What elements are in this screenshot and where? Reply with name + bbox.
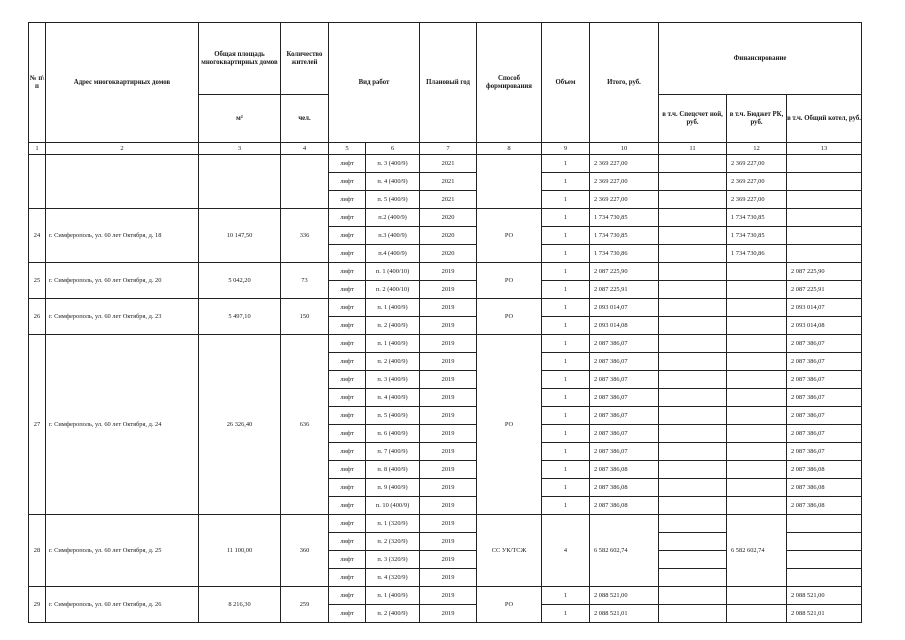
address-cell: г. Симферополь, ул. 60 лет Октября, д. 24 [46, 335, 199, 515]
work-type-cell: лифт [329, 155, 366, 173]
special-account-cell [659, 605, 727, 623]
work-type-cell: лифт [329, 551, 366, 569]
common-fund-cell [787, 191, 862, 209]
work-type-cell: лифт [329, 209, 366, 227]
header-unit-area: м² [199, 95, 281, 143]
plan-year-cell: 2019 [420, 407, 477, 425]
work-type-cell: лифт [329, 353, 366, 371]
formation-method-cell: РО [477, 263, 542, 299]
plan-year-cell: 2019 [420, 335, 477, 353]
header-plan-year: Плановый год [420, 23, 477, 143]
volume-cell: 1 [542, 407, 590, 425]
table-row [29, 209, 862, 227]
total-cell: 2 087 386,07 [590, 443, 659, 461]
special-account-cell [659, 461, 727, 479]
header-fin-special: в т.ч. Спецсчет ной, руб. [659, 95, 727, 143]
residents-cell: 360 [281, 515, 329, 587]
plan-year-cell: 2019 [420, 569, 477, 587]
volume-cell: 1 [542, 299, 590, 317]
total-cell: 1 734 730,85 [590, 209, 659, 227]
total-cell: 2 087 386,08 [590, 461, 659, 479]
column-number-cell: 4 [281, 143, 329, 155]
work-type-cell: лифт [329, 371, 366, 389]
total-cell: 2 087 386,08 [590, 479, 659, 497]
special-account-cell [659, 497, 727, 515]
work-item-cell: п. 3 (320/9) [366, 551, 420, 569]
area-cell: 26 326,40 [199, 335, 281, 515]
formation-method-cell: РО [477, 299, 542, 335]
work-item-cell: п. 2 (400/10) [366, 281, 420, 299]
special-account-cell [659, 389, 727, 407]
total-cell: 6 582 602,74 [590, 515, 659, 587]
work-type-cell: лифт [329, 515, 366, 533]
volume-cell: 1 [542, 443, 590, 461]
volume-cell: 1 [542, 245, 590, 263]
work-item-cell: п. 2 (320/9) [366, 533, 420, 551]
budget-cell [727, 461, 787, 479]
residents-cell: 636 [281, 335, 329, 515]
row-number-cell: 25 [29, 263, 46, 299]
common-fund-cell: 2 087 386,07 [787, 407, 862, 425]
special-account-cell [659, 533, 727, 551]
address-cell: г. Симферополь, ул. 60 лет Октября, д. 18 [46, 209, 199, 263]
column-number-cell: 11 [659, 143, 727, 155]
column-number-cell: 5 [329, 143, 366, 155]
special-account-cell [659, 479, 727, 497]
work-type-cell: лифт [329, 605, 366, 623]
total-cell: 2 087 386,07 [590, 353, 659, 371]
volume-cell: 1 [542, 317, 590, 335]
work-item-cell: п. 2 (400/9) [366, 317, 420, 335]
total-cell: 2 087 386,07 [590, 425, 659, 443]
total-cell: 2 088 521,01 [590, 605, 659, 623]
address-cell: г. Симферополь, ул. 60 лет Октября, д. 20 [46, 263, 199, 299]
plan-year-cell: 2019 [420, 299, 477, 317]
work-type-cell: лифт [329, 425, 366, 443]
plan-year-cell: 2019 [420, 461, 477, 479]
plan-year-cell: 2019 [420, 479, 477, 497]
work-type-cell: лифт [329, 587, 366, 605]
special-account-cell [659, 371, 727, 389]
volume-cell: 1 [542, 209, 590, 227]
volume-cell: 1 [542, 461, 590, 479]
work-item-cell: п. 5 (400/9) [366, 407, 420, 425]
residents-cell [281, 155, 329, 209]
volume-cell: 1 [542, 281, 590, 299]
header-total: Итого, руб. [590, 23, 659, 143]
work-type-cell: лифт [329, 407, 366, 425]
plan-year-cell: 2019 [420, 371, 477, 389]
common-fund-cell [787, 173, 862, 191]
plan-year-cell: 2019 [420, 533, 477, 551]
housing-repair-table [28, 22, 862, 623]
work-item-cell: п. 6 (400/9) [366, 425, 420, 443]
work-type-cell: лифт [329, 389, 366, 407]
work-item-cell: п.2 (400/9) [366, 209, 420, 227]
area-cell: 5 497,10 [199, 299, 281, 335]
work-type-cell: лифт [329, 335, 366, 353]
area-cell: 8 216,30 [199, 587, 281, 623]
plan-year-cell: 2019 [420, 263, 477, 281]
common-fund-cell: 2 087 386,08 [787, 479, 862, 497]
work-type-cell: лифт [329, 281, 366, 299]
common-fund-cell: 2 093 014,07 [787, 299, 862, 317]
total-cell: 2 087 225,91 [590, 281, 659, 299]
header-unit-people: чел. [281, 95, 329, 143]
work-item-cell: п. 9 (400/9) [366, 479, 420, 497]
table-row [29, 335, 862, 353]
special-account-cell [659, 425, 727, 443]
special-account-cell [659, 209, 727, 227]
work-type-cell: лифт [329, 227, 366, 245]
special-account-cell [659, 587, 727, 605]
budget-cell [727, 389, 787, 407]
row-number-cell: 29 [29, 587, 46, 623]
volume-cell: 1 [542, 263, 590, 281]
work-item-cell: п. 5 (400/9) [366, 191, 420, 209]
header-fin-common: в т.ч. Общий котел, руб. [787, 95, 862, 143]
header-fin-budget: в т.ч. Бюджет РК, руб. [727, 95, 787, 143]
plan-year-cell: 2019 [420, 605, 477, 623]
budget-cell [727, 479, 787, 497]
budget-cell: 2 369 227,00 [727, 155, 787, 173]
special-account-cell [659, 173, 727, 191]
total-cell: 1 734 730,85 [590, 227, 659, 245]
volume-cell: 1 [542, 371, 590, 389]
header-volume: Объем [542, 23, 590, 143]
formation-method-cell: РО [477, 209, 542, 263]
area-cell [199, 155, 281, 209]
plan-year-cell: 2020 [420, 245, 477, 263]
total-cell: 2 087 386,07 [590, 371, 659, 389]
plan-year-cell: 2019 [420, 497, 477, 515]
special-account-cell [659, 281, 727, 299]
work-item-cell: п. 2 (400/9) [366, 605, 420, 623]
volume-cell: 1 [542, 191, 590, 209]
column-number-cell: 1 [29, 143, 46, 155]
work-type-cell: лифт [329, 461, 366, 479]
budget-cell [727, 605, 787, 623]
work-item-cell: п. 3 (400/9) [366, 371, 420, 389]
row-number-cell: 28 [29, 515, 46, 587]
work-item-cell: п. 1 (400/9) [366, 299, 420, 317]
work-type-cell: лифт [329, 317, 366, 335]
total-cell: 2 369 227,00 [590, 155, 659, 173]
residents-cell: 336 [281, 209, 329, 263]
plan-year-cell: 2019 [420, 317, 477, 335]
work-type-cell: лифт [329, 299, 366, 317]
budget-cell [727, 335, 787, 353]
header-address: Адрес многоквартирных домов [46, 23, 199, 143]
common-fund-cell [787, 227, 862, 245]
budget-cell [727, 263, 787, 281]
special-account-cell [659, 317, 727, 335]
common-fund-cell [787, 569, 862, 587]
row-number-cell [29, 155, 46, 209]
volume-cell: 1 [542, 587, 590, 605]
table-row [29, 155, 862, 173]
common-fund-cell: 2 088 521,01 [787, 605, 862, 623]
plan-year-cell: 2019 [420, 281, 477, 299]
volume-cell: 4 [542, 515, 590, 587]
budget-cell [727, 587, 787, 605]
budget-cell [727, 299, 787, 317]
work-item-cell: п. 1 (320/9) [366, 515, 420, 533]
special-account-cell [659, 353, 727, 371]
special-account-cell [659, 569, 727, 587]
address-cell: г. Симферополь, ул. 60 лет Октября, д. 26 [46, 587, 199, 623]
special-account-cell [659, 515, 727, 533]
work-item-cell: п. 10 (400/9) [366, 497, 420, 515]
work-item-cell: п. 1 (400/9) [366, 587, 420, 605]
plan-year-cell: 2021 [420, 155, 477, 173]
common-fund-cell: 2 087 386,07 [787, 389, 862, 407]
volume-cell: 1 [542, 353, 590, 371]
total-cell: 2 093 014,08 [590, 317, 659, 335]
special-account-cell [659, 407, 727, 425]
table-row [29, 299, 862, 317]
work-item-cell: п. 8 (400/9) [366, 461, 420, 479]
work-item-cell: п. 7 (400/9) [366, 443, 420, 461]
plan-year-cell: 2019 [420, 425, 477, 443]
address-cell: г. Симферополь, ул. 60 лет Октября, д. 25 [46, 515, 199, 587]
plan-year-cell: 2020 [420, 227, 477, 245]
column-number-cell: 13 [787, 143, 862, 155]
work-item-cell: п. 4 (400/9) [366, 173, 420, 191]
total-cell: 2 369 227,00 [590, 191, 659, 209]
budget-cell: 2 369 227,00 [727, 191, 787, 209]
common-fund-cell: 2 087 225,91 [787, 281, 862, 299]
common-fund-cell: 2 087 386,07 [787, 443, 862, 461]
plan-year-cell: 2019 [420, 551, 477, 569]
total-cell: 2 093 014,07 [590, 299, 659, 317]
budget-cell [727, 443, 787, 461]
plan-year-cell: 2019 [420, 389, 477, 407]
budget-cell: 1 734 730,86 [727, 245, 787, 263]
row-number-cell: 27 [29, 335, 46, 515]
volume-cell: 1 [542, 227, 590, 245]
formation-method-cell: СС УК/ТСЖ [477, 515, 542, 587]
work-item-cell: п. 3 (400/9) [366, 155, 420, 173]
common-fund-cell [787, 515, 862, 533]
budget-cell [727, 281, 787, 299]
volume-cell: 1 [542, 389, 590, 407]
row-number-cell: 24 [29, 209, 46, 263]
formation-method-cell [477, 155, 542, 209]
special-account-cell [659, 335, 727, 353]
area-cell: 11 100,00 [199, 515, 281, 587]
common-fund-cell: 2 087 386,07 [787, 335, 862, 353]
header-no: № п\ п [29, 23, 46, 143]
common-fund-cell: 2 093 014,08 [787, 317, 862, 335]
column-number-cell: 3 [199, 143, 281, 155]
work-item-cell: п. 2 (400/9) [366, 353, 420, 371]
budget-cell: 6 582 602,74 [727, 515, 787, 587]
common-fund-cell: 2 088 521,00 [787, 587, 862, 605]
header-residents: Количество жителей [281, 23, 329, 95]
total-cell: 2 087 225,90 [590, 263, 659, 281]
volume-cell: 1 [542, 335, 590, 353]
table-row [29, 263, 862, 281]
common-fund-cell [787, 533, 862, 551]
budget-cell [727, 317, 787, 335]
formation-method-cell: РО [477, 587, 542, 623]
residents-cell: 150 [281, 299, 329, 335]
special-account-cell [659, 551, 727, 569]
special-account-cell [659, 443, 727, 461]
common-fund-cell: 2 087 386,08 [787, 497, 862, 515]
column-number-cell: 12 [727, 143, 787, 155]
total-cell: 1 734 730,86 [590, 245, 659, 263]
common-fund-cell: 2 087 225,90 [787, 263, 862, 281]
header-work-type: Вид работ [329, 23, 420, 143]
budget-cell: 2 369 227,00 [727, 173, 787, 191]
work-type-cell: лифт [329, 263, 366, 281]
special-account-cell [659, 155, 727, 173]
residents-cell: 73 [281, 263, 329, 299]
area-cell: 10 147,50 [199, 209, 281, 263]
header-financing: Финансирование [659, 23, 862, 95]
volume-cell: 1 [542, 425, 590, 443]
column-number-cell: 7 [420, 143, 477, 155]
volume-cell: 1 [542, 479, 590, 497]
special-account-cell [659, 191, 727, 209]
plan-year-cell: 2019 [420, 587, 477, 605]
header-formation: Способ формирования [477, 23, 542, 143]
work-item-cell: п. 1 (400/10) [366, 263, 420, 281]
total-cell: 2 087 386,07 [590, 335, 659, 353]
formation-method-cell: РО [477, 335, 542, 515]
column-number-cell: 2 [46, 143, 199, 155]
common-fund-cell: 2 087 386,07 [787, 425, 862, 443]
budget-cell [727, 425, 787, 443]
column-number-cell: 6 [366, 143, 420, 155]
common-fund-cell: 2 087 386,08 [787, 461, 862, 479]
plan-year-cell: 2019 [420, 353, 477, 371]
budget-cell [727, 353, 787, 371]
total-cell: 2 087 386,07 [590, 389, 659, 407]
volume-cell: 1 [542, 605, 590, 623]
work-type-cell: лифт [329, 569, 366, 587]
plan-year-cell: 2019 [420, 515, 477, 533]
work-item-cell: п. 1 (400/9) [366, 335, 420, 353]
volume-cell: 1 [542, 155, 590, 173]
total-cell: 2 087 386,08 [590, 497, 659, 515]
table-row [29, 515, 862, 533]
common-fund-cell: 2 087 386,07 [787, 371, 862, 389]
work-type-cell: лифт [329, 245, 366, 263]
plan-year-cell: 2019 [420, 443, 477, 461]
budget-cell [727, 497, 787, 515]
volume-cell: 1 [542, 497, 590, 515]
work-item-cell: п. 4 (400/9) [366, 389, 420, 407]
special-account-cell [659, 299, 727, 317]
volume-cell: 1 [542, 173, 590, 191]
work-type-cell: лифт [329, 479, 366, 497]
work-type-cell: лифт [329, 533, 366, 551]
address-cell: г. Симферополь, ул. 60 лет Октября, д. 23 [46, 299, 199, 335]
common-fund-cell [787, 245, 862, 263]
work-item-cell: п. 4 (320/9) [366, 569, 420, 587]
total-cell: 2 369 227,00 [590, 173, 659, 191]
plan-year-cell: 2021 [420, 173, 477, 191]
plan-year-cell: 2021 [420, 191, 477, 209]
area-cell: 5 042,20 [199, 263, 281, 299]
total-cell: 2 088 521,00 [590, 587, 659, 605]
total-cell: 2 087 386,07 [590, 407, 659, 425]
budget-cell: 1 734 730,85 [727, 227, 787, 245]
work-type-cell: лифт [329, 191, 366, 209]
work-type-cell: лифт [329, 173, 366, 191]
work-type-cell: лифт [329, 443, 366, 461]
row-number-cell: 26 [29, 299, 46, 335]
work-item-cell: п.3 (400/9) [366, 227, 420, 245]
special-account-cell [659, 263, 727, 281]
residents-cell: 259 [281, 587, 329, 623]
common-fund-cell [787, 209, 862, 227]
special-account-cell [659, 245, 727, 263]
plan-year-cell: 2020 [420, 209, 477, 227]
budget-cell: 1 734 730,85 [727, 209, 787, 227]
address-cell [46, 155, 199, 209]
header-area: Общая площадь многоквартирных домов [199, 23, 281, 95]
table-row [29, 587, 862, 605]
column-number-cell: 10 [590, 143, 659, 155]
budget-cell [727, 407, 787, 425]
work-type-cell: лифт [329, 497, 366, 515]
budget-cell [727, 371, 787, 389]
column-number-cell: 9 [542, 143, 590, 155]
work-item-cell: п.4 (400/9) [366, 245, 420, 263]
special-account-cell [659, 227, 727, 245]
common-fund-cell [787, 155, 862, 173]
common-fund-cell: 2 087 386,07 [787, 353, 862, 371]
column-number-cell: 8 [477, 143, 542, 155]
common-fund-cell [787, 551, 862, 569]
